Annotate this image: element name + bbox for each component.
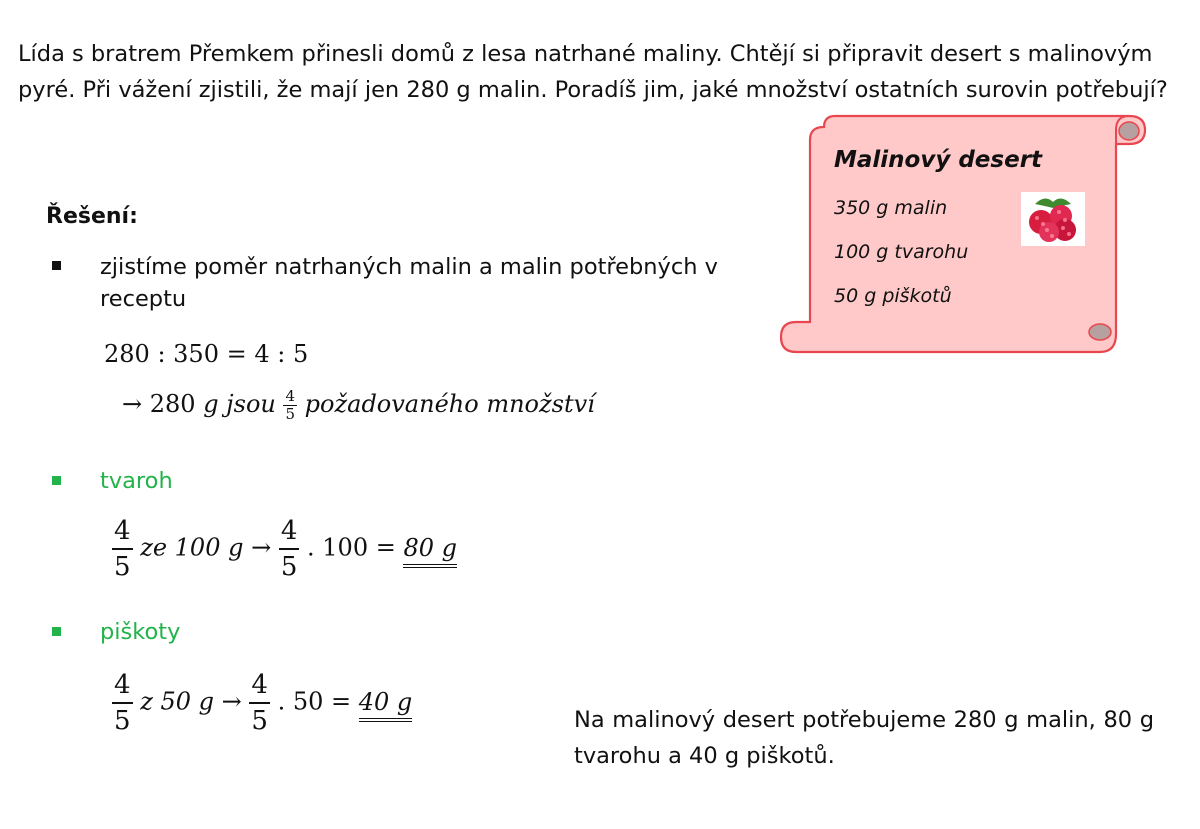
step2-result: 80 g	[403, 534, 457, 568]
conclusion-text: Na malinový desert potřebujeme 280 g malin, 80 g tvarohu a 40 g piškotů.	[574, 707, 1154, 769]
step3-part2: . 50 =	[277, 687, 352, 716]
fraction-numerator: 4	[280, 516, 298, 546]
fraction-numerator: 4	[285, 387, 296, 405]
fraction-denominator: 5	[249, 702, 270, 734]
fraction-four-fifths	[112, 518, 133, 580]
fraction-denominator: 5	[112, 702, 133, 734]
fraction-denominator: 5	[279, 548, 300, 580]
fraction-four-fifths	[283, 389, 297, 422]
fraction-four-fifths	[112, 672, 133, 734]
ratio-conclusion	[122, 389, 595, 422]
ratio-equation: 280 : 350 = 4 : 5	[104, 340, 309, 368]
bullet-icon	[52, 476, 61, 485]
arrow-text: g jsou	[203, 390, 276, 418]
recipe-item-curd: 100 g tvarohu	[834, 241, 969, 263]
step3-part1: z 50 g →	[140, 687, 242, 716]
step2-equation	[112, 518, 457, 580]
bullet-icon	[52, 261, 61, 270]
bullet-icon	[52, 627, 61, 636]
recipe-item-raspberries: 350 g malin	[834, 197, 948, 219]
intro-paragraph: Lída s bratrem Přemkem přinesli domů z lesa natrhané maliny. Chtějí si připravit desert s malinovým pyré. Při vážení zjistili, že mají jen 280 g malin. Poradíš jim, jaké množství ostatních surovin potřebují?	[18, 41, 1168, 103]
step2-part1: ze 100 g →	[140, 533, 272, 562]
raspberry-icon	[1021, 192, 1085, 246]
arrow-suffix: požadovaného množství	[304, 390, 595, 418]
fraction-four-fifths	[249, 672, 270, 734]
fraction-numerator: 4	[114, 516, 131, 546]
step3-result: 40 g	[359, 688, 413, 722]
fraction-denominator: 5	[112, 548, 133, 580]
step1-text: zjistíme poměr natrhaných malin a malin potřebných v receptu	[100, 254, 718, 312]
fraction-four-fifths	[279, 518, 300, 580]
solution-heading: Řešení:	[46, 204, 138, 229]
fraction-denominator: 5	[285, 405, 296, 423]
step2-label: tvaroh	[100, 468, 173, 494]
recipe-item-biscuits: 50 g piškotů	[834, 285, 952, 307]
step3-equation	[112, 672, 412, 734]
step2-part2: . 100 =	[307, 533, 396, 562]
arrow-prefix: → 280	[122, 390, 196, 418]
fraction-numerator: 4	[251, 670, 268, 700]
step3-label: piškoty	[100, 619, 181, 645]
fraction-numerator: 4	[114, 670, 131, 700]
recipe-title: Malinový desert	[834, 147, 1043, 173]
